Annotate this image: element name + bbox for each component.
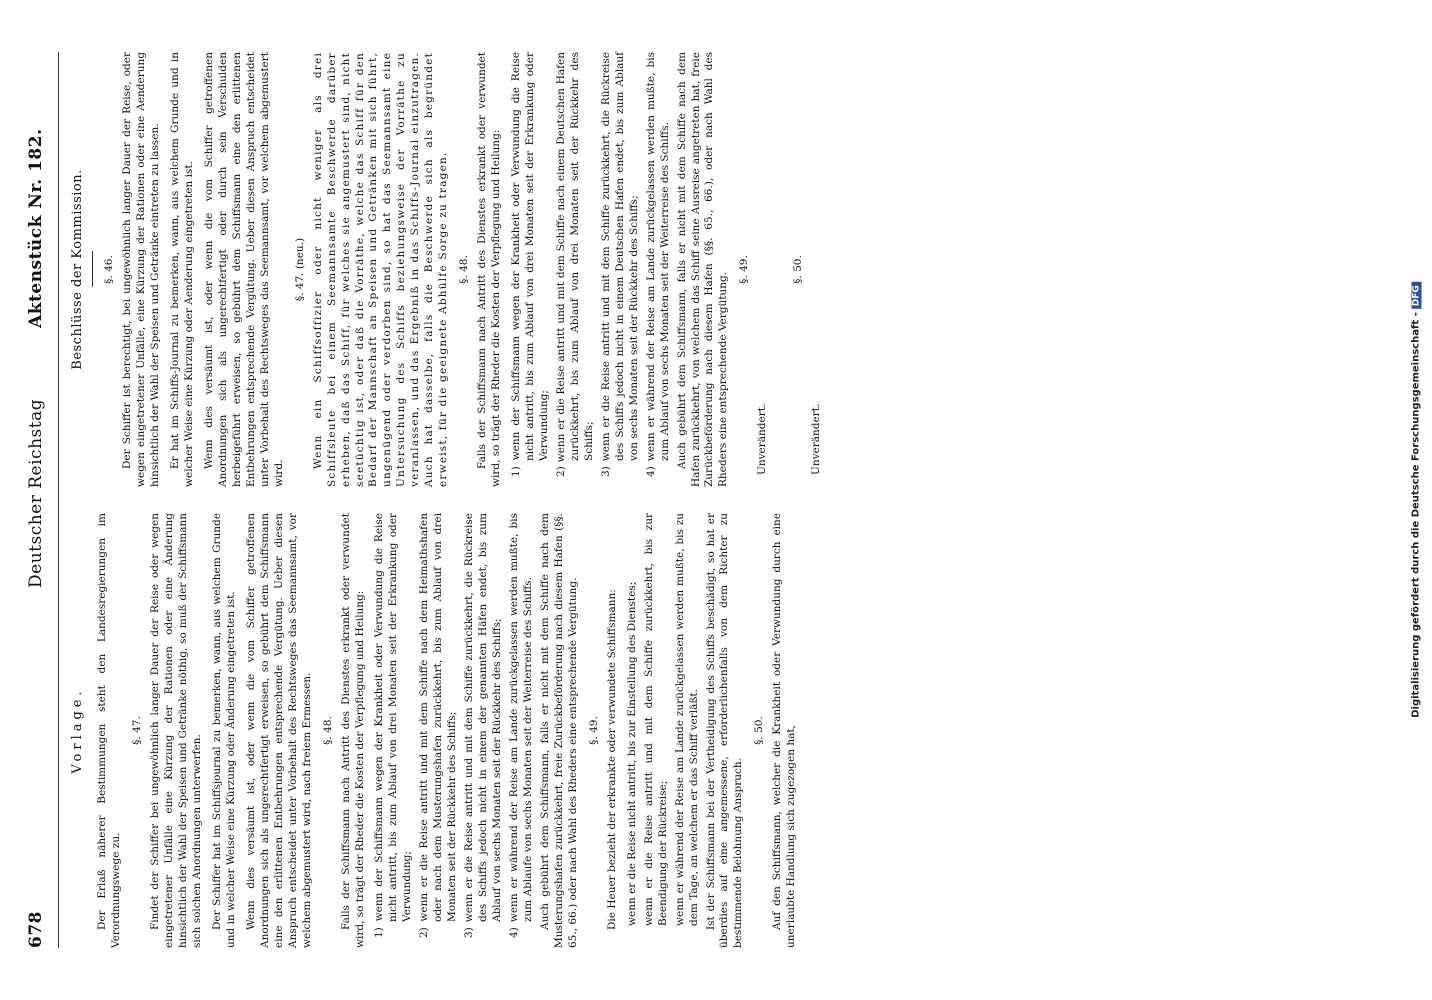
paragraph: Wenn dies versäumt ist, oder wenn die vom Schiffer getroffenen Anordnungen sich als ungerechtfertigt erweisen, so gebührt dem Schiffsmann eine den erlittenen Entbehrungen entsprechende Vergütung. Ueber diesen Anspruch entscheidet unter Vorbehalt des Rechtsweges das Seemannsamt, vor welchem abgemustert wird, nach freiem Ermessen. xyxy=(244,513,313,948)
column-title: Beschlüsse der Kommission. xyxy=(70,169,85,370)
paragraph: Findet der Schiffer bei ungewöhnlich langer Dauer der Reise oder wegen eingetretener Unfälle eine Kürzung der Rationen oder eine Änderung hinsichtlich der Wahl der Speisen und Getränke nöthig, so muß der Schiffsmann sich solchen Anordnungen unterwerfen. xyxy=(149,513,203,948)
column-beschluesse xyxy=(69,52,846,487)
paragraph: Ist der Schiffsmann bei der Vertheidigung des Schiffs beschädigt, so hat er überdies auf eine angemessene, erforderlichenfalls von dem Richter zu bestimmende Belohnung Anspruch. xyxy=(704,513,745,948)
paragraph: Der Schiffer hat im Schiffsjournal zu bemerken, wann, aus welchem Grunde und in welcher Weise eine Kürzung oder Änderung eingetreten ist. xyxy=(210,513,237,948)
header-title-left: Deutscher Reichstag xyxy=(26,398,46,588)
section-heading: §. 50. xyxy=(792,255,805,284)
page-header xyxy=(18,52,58,948)
section-heading: §. 47. (neu.) xyxy=(293,237,306,302)
page-number: 678 xyxy=(26,911,46,948)
header-title-right: Aktenstück Nr. 182. xyxy=(26,128,46,328)
column-title: Vorlage. xyxy=(70,687,85,774)
title-rule xyxy=(92,252,93,288)
column-vorlage xyxy=(69,513,846,948)
section-heading: §. 46. xyxy=(103,255,116,284)
paragraph: Wenn ein Schiffsoffizier oder nicht weniger als drei Schiffsleute bei einem Seemannsamte Beschwerde darüber erheben, daß das Schiff, für welches sie angemustert sind, nicht seetüchtig ist, oder daß die Vorräthe, welche das Schiff für den Bedarf der Mannschaft an Speisen und Getränken mit sich führt, ungenügend oder verdorben sind, so hat das Seemannsamt eine Untersuchung des Schiffs beziehungsweise der Vorräthe zu veranlassen, und das Ergebniß in das Schiffs-Journal einzutragen. Auch hat dasselbe, falls die Beschwerde sich als begründet erweist, für die geeignete Abhülfe Sorge zu tragen. xyxy=(311,52,450,487)
paragraph: Falls der Schiffsmann nach Antritt des Dienstes erkrankt oder verwundet wird, so trägt der Rheder die Kosten der Verpflegung und Heilung: xyxy=(476,52,503,487)
list-item: 4) wenn er während der Reise am Lande zurückgelassen werden mußte, bis zum Ablauf von sechs Monaten seit der Weiterreise des Schiffs. xyxy=(644,52,671,477)
dfg-logo: DFG xyxy=(1412,282,1422,309)
list-item: 4) wenn er während der Reise am Lande zurückgelassen werden mußte, bis zum Ablaufe von sechs Monaten seit der Weiterreise des Schiffs. xyxy=(508,513,535,938)
unchanged-note: Unverändert. xyxy=(810,403,823,475)
section-heading: §. 49. xyxy=(738,255,751,284)
list-item: 1) wenn der Schiffsmann wegen der Krankheit oder Verwundung die Reise nicht antritt, bis zum Ablauf von drei Monaten seit der Erkrankung oder Verwundung; xyxy=(373,513,414,938)
digitization-credit xyxy=(1408,8,1424,992)
list-item: 3) wenn er die Reise antritt und mit dem Schiffe zurückkehrt, die Rückreise des Schiffs jedoch nicht in einem Deutschen Hafen endet, bis zum Ablauf von sechs Monaten seit der Rückkehr des Schiffs; xyxy=(599,52,640,477)
list-item: 3) wenn er die Reise antritt und mit dem Schiffe zurückkehrt, die Rückreise des Schiffs jedoch nicht in einem der genannten Häfen endet, bis zum Ablauf von sechs Monaten seit der Rückkehr des Schiffs; xyxy=(463,513,504,938)
list-item: wenn er während der Reise am Lande zurückgelassen werden mußte, bis zu dem Tage, an welchem er das Schiff verläßt. xyxy=(673,513,700,926)
list-item: wenn er die Reise antritt und mit dem Schiffe zurückkehrt, bis zur Beendigung der Rückreise; xyxy=(642,513,669,926)
list-item: 2) wenn er die Reise antritt und mit dem Schiffe nach dem Heimathshafen oder nach dem Musterungshafen zurückkehrt, bis zum Ablauf von drei Monaten seit der Rückkehr des Schiffs; xyxy=(418,513,459,938)
unchanged-note: Unverändert. xyxy=(756,403,769,475)
paragraph: Wenn dies versäumt ist, oder wenn die vom Schiffer getroffenen Anordnungen sich als ungerechtfertigt oder durch sein Verschulden herbeigeführt erweisen, so gebührt dem Schiffsmann eine den erlittenen Entbehrungen entsprechende Vergütung. Ueber diesen Anspruch entscheidet unter Vorbehalt des Rechtsweges das Seemannsamt, vor welchem abgemustert wird. xyxy=(203,52,285,487)
header-rule xyxy=(58,52,59,948)
list-item: 2) wenn er die Reise antritt und mit dem Schiffe nach einem Deutschen Hafen zurückkehrt, bis zum Ablauf von drei Monaten seit der Rückkehr des Schiffs; xyxy=(554,52,595,477)
list-item: wenn er die Reise nicht antritt, bis zur Einstellung des Dienstes; xyxy=(625,581,638,926)
section-heading: §. 50. xyxy=(753,716,766,745)
section-heading: §. 48. xyxy=(321,716,334,745)
paragraph: Die Heuer bezieht der erkrankte oder verwundete Schiffsmann: xyxy=(605,589,618,930)
list-item: 1) wenn der Schiffsmann wegen der Krankheit oder Verwundung die Reise nicht antritt, bis zum Ablauf von drei Monaten seit der Erkrankung oder Verwundung; xyxy=(510,52,550,477)
paragraph: Auf den Schiffsmann, welcher die Krankheit oder Verwundung durch eine unerlaubte Handlung sich zugezogen hat, xyxy=(771,513,798,948)
two-column-body xyxy=(69,52,846,948)
paragraph: Der Schiffer ist berechtigt, bei ungewöhnlich langer Dauer der Reise, oder wegen eingetretener Unfälle, eine Kürzung der Rationen oder eine Aenderung hinsichtlich der Wahl der Speisen und Getränke eintreten zu lassen. xyxy=(121,52,162,487)
section-heading: §. 47. xyxy=(131,716,144,745)
paragraph: Auch gebührt dem Schiffsmann, falls er nicht mit dem Schiffe nach dem Hafen zurückkehrt, von welchem das Schiff seine Ausreise angetreten hat, freie Zurückbeförderung nach diesem Hafen (§§. 65., 66.), oder nach Wahl des Rheders eine entsprechende Vergütung. xyxy=(675,52,730,487)
section-heading: §. 49. xyxy=(587,716,600,745)
paragraph: Er hat im Schiffs-Journal zu bemerken, wann, aus welchem Grunde und in welcher Weise eine Kürzung oder Aenderung eingetreten ist. xyxy=(169,52,196,487)
section-heading: §. 48. xyxy=(458,255,471,284)
paragraph: Auch gebührt dem Schiffsmann, falls er nicht mit dem Schiffe nach dem Musterungshafen zurückkehrt, freie Zurückbeförderung nach diesem Hafen (§§. 65., 66.) oder nach Wahl des Rheders eine entsprechende Vergütung. xyxy=(538,513,579,948)
intro-paragraph: Der Erlaß näherer Bestimmungen steht den Landesregierungen im Verordnungswege zu. xyxy=(96,513,123,948)
credit-text: Digitalisierung gefördert durch die Deutsche Forschungsgemeinschaft - xyxy=(1410,312,1422,718)
paragraph: Falls der Schiffsmann nach Antritt des Dienstes erkrankt oder verwundet wird, so trägt der Rheder die Kosten der Verpflegung und Heilung: xyxy=(339,513,366,948)
